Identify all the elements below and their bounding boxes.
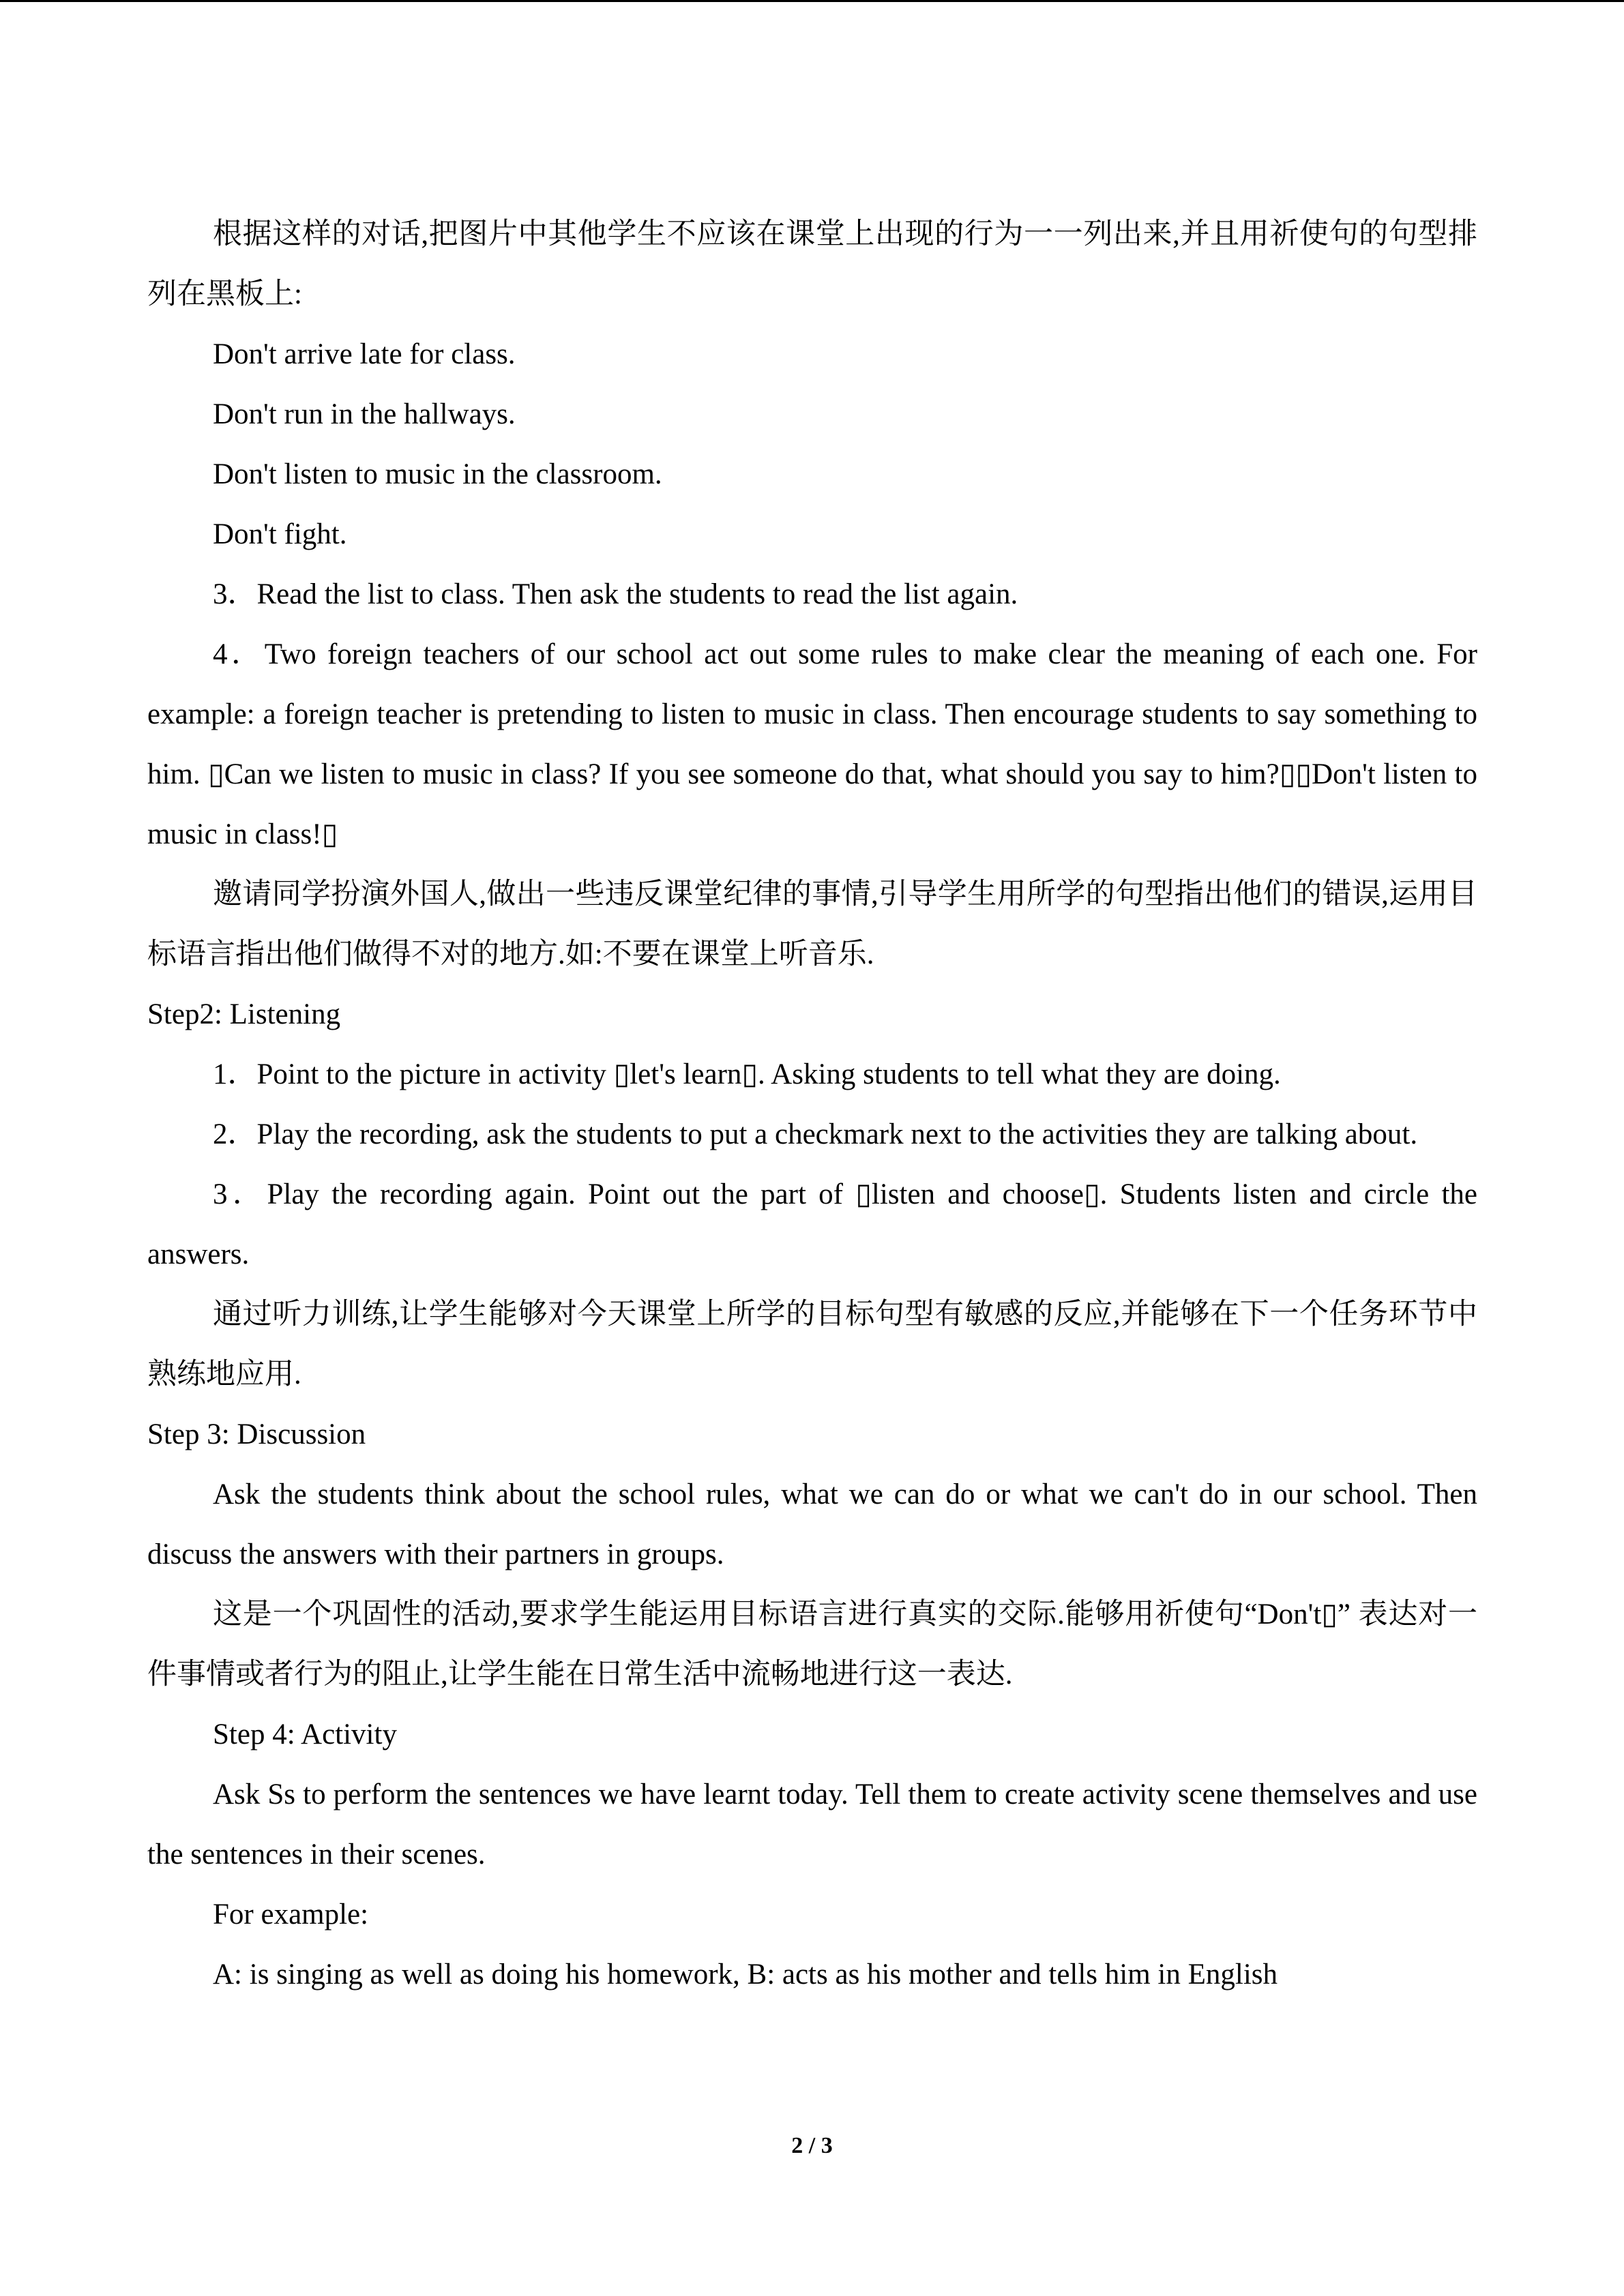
page-top-border <box>0 0 1624 2</box>
paragraph-9: 1．Point to the picture in activity ▯let's learn▯. Asking students to tell what they are doing. <box>213 1058 1281 1090</box>
paragraph-0: 根据这样的对话,把图片中其他学生不应该在课堂上出现的行为一一列出来,并且用祈使句的句型排列在黑板上: <box>147 218 1477 310</box>
paragraph-18: For example: <box>213 1898 369 1930</box>
paragraph-5: 3．Read the list to class. Then ask the students to read the list again. <box>213 578 1018 610</box>
paragraph-10: 2．Play the recording, ask the students to put a checkmark next to the activities they are talking about. <box>213 1118 1418 1150</box>
paragraph-7: 邀请同学扮演外国人,做出一些违反课堂纪律的事情,引导学生用所学的句型指出他们的错误,运用目标语言指出他们做得不对的地方.如:不要在课堂上听音乐. <box>147 878 1477 970</box>
paragraph-17: Ask Ss to perform the sentences we have learnt today. Tell them to create activity scene themselves and use the sentences in their scenes. <box>147 1778 1477 1870</box>
paragraph-2: Don't run in the hallways. <box>213 398 516 430</box>
paragraph-1: Don't arrive late for class. <box>213 338 516 370</box>
paragraph-19: A: is singing as well as doing his homework, B: acts as his mother and tells him in English <box>213 1958 1278 1991</box>
paragraph-15: 这是一个巩固性的活动,要求学生能运用目标语言进行真实的交际.能够用祈使句“Don't▯” 表达对一件事情或者行为的阻止,让学生能在日常生活中流畅地进行这一表达. <box>147 1598 1477 1690</box>
section-heading-listening: Step2: Listening <box>147 998 341 1030</box>
document-body <box>147 205 1477 2005</box>
section-heading-activity: Step 4: Activity <box>213 1718 397 1750</box>
page-number: 2 / 3 <box>791 2133 833 2158</box>
paragraph-6: 4．Two foreign teachers of our school act out some rules to make clear the meaning of each one. For example: a foreign teacher is pretending to listen to music in class. Then encourage students to say something to him. ▯Can we listen to music in class? If you see someone do that, what should you say to him?▯▯Don't listen to music in class!▯ <box>147 638 1477 850</box>
paragraph-11: 3．Play the recording again. Point out the part of ▯listen and choose▯. Students listen and circle the answers. <box>147 1178 1477 1270</box>
paragraph-12: 通过听力训练,让学生能够对今天课堂上所学的目标句型有敏感的反应,并能够在下一个任务环节中熟练地应用. <box>147 1298 1477 1390</box>
section-heading-discussion: Step 3: Discussion <box>147 1418 366 1450</box>
paragraph-3: Don't listen to music in the classroom. <box>213 458 662 490</box>
paragraph-4: Don't fight. <box>213 518 347 550</box>
paragraph-14: Ask the students think about the school rules, what we can do or what we can't do in our school. Then discuss the answers with their partners in groups. <box>147 1478 1477 1570</box>
